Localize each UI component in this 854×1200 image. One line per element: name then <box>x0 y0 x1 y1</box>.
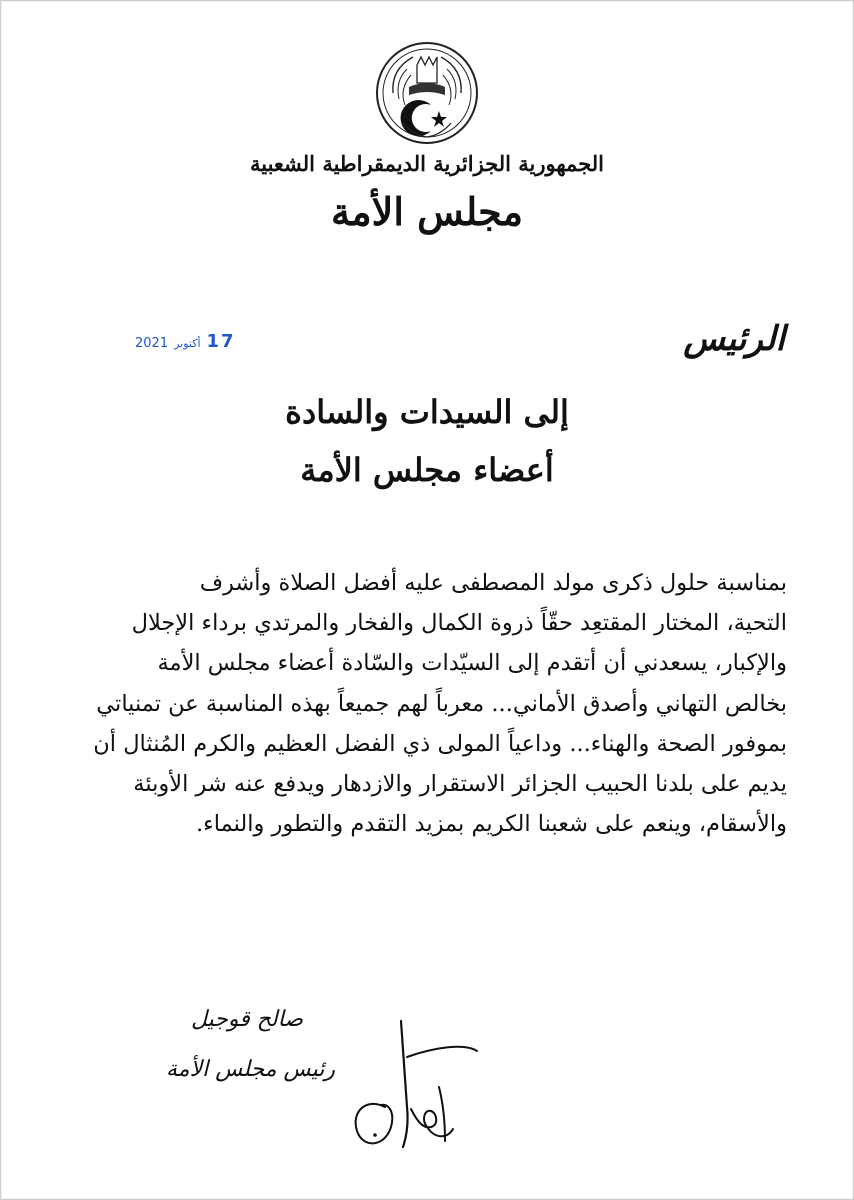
body-line: والإكبار، يسعدني أن أتقدم إلى السيّدات والسّادة أعضاء مجلس الأمة <box>157 650 787 677</box>
date-year: 2021 <box>135 336 169 351</box>
letter-body <box>77 563 787 844</box>
national-emblem-icon <box>373 39 481 147</box>
body-line: بمناسبة حلول ذكرى مولد المصطفى عليه أفضل الصلاة وأشرف <box>199 570 787 596</box>
republic-heading: الجمهورية الجزائرية الديمقراطية الشعبية <box>249 151 604 176</box>
body-line: التحية، المختار المقتعِد حقّاً ذروة الكمال والفخار والمرتدي برداء الإجلال <box>131 610 787 637</box>
addressee-line-2: أعضاء مجلس الأمة <box>300 451 554 489</box>
signatory-title: رئيس مجلس الأمة <box>166 1057 335 1082</box>
handwritten-signature <box>345 1017 485 1157</box>
body-line: يديم على بلدنا الحبيب الجزائر الاستقرار والازدهار ويدفع عنه شر الأوبئة <box>133 771 787 798</box>
signatory-name: صالح قوجيل <box>190 1007 303 1032</box>
addressee-line-1: إلى السيدات والسادة <box>285 393 569 431</box>
date-day: 17 <box>206 331 236 352</box>
body-line: بموفور الصحة والهناء... وداعياً المولى ذي الفضل العظيم والكرم المُنثال أن <box>93 730 787 757</box>
president-title: الرئيس <box>683 319 785 359</box>
date-stamp <box>135 331 236 352</box>
date-month: أكتوبر <box>174 337 201 350</box>
council-heading: مجلس الأمة <box>330 189 524 234</box>
body-line: والأسقام، وينعم على شعبنا الكريم بمزيد التقدم والتطور والنماء. <box>196 811 787 838</box>
body-line: بخالص التهاني وأصدق الأماني... معرباً لهم جميعاً بهذه المناسبة عن تمنياتي <box>96 690 787 717</box>
